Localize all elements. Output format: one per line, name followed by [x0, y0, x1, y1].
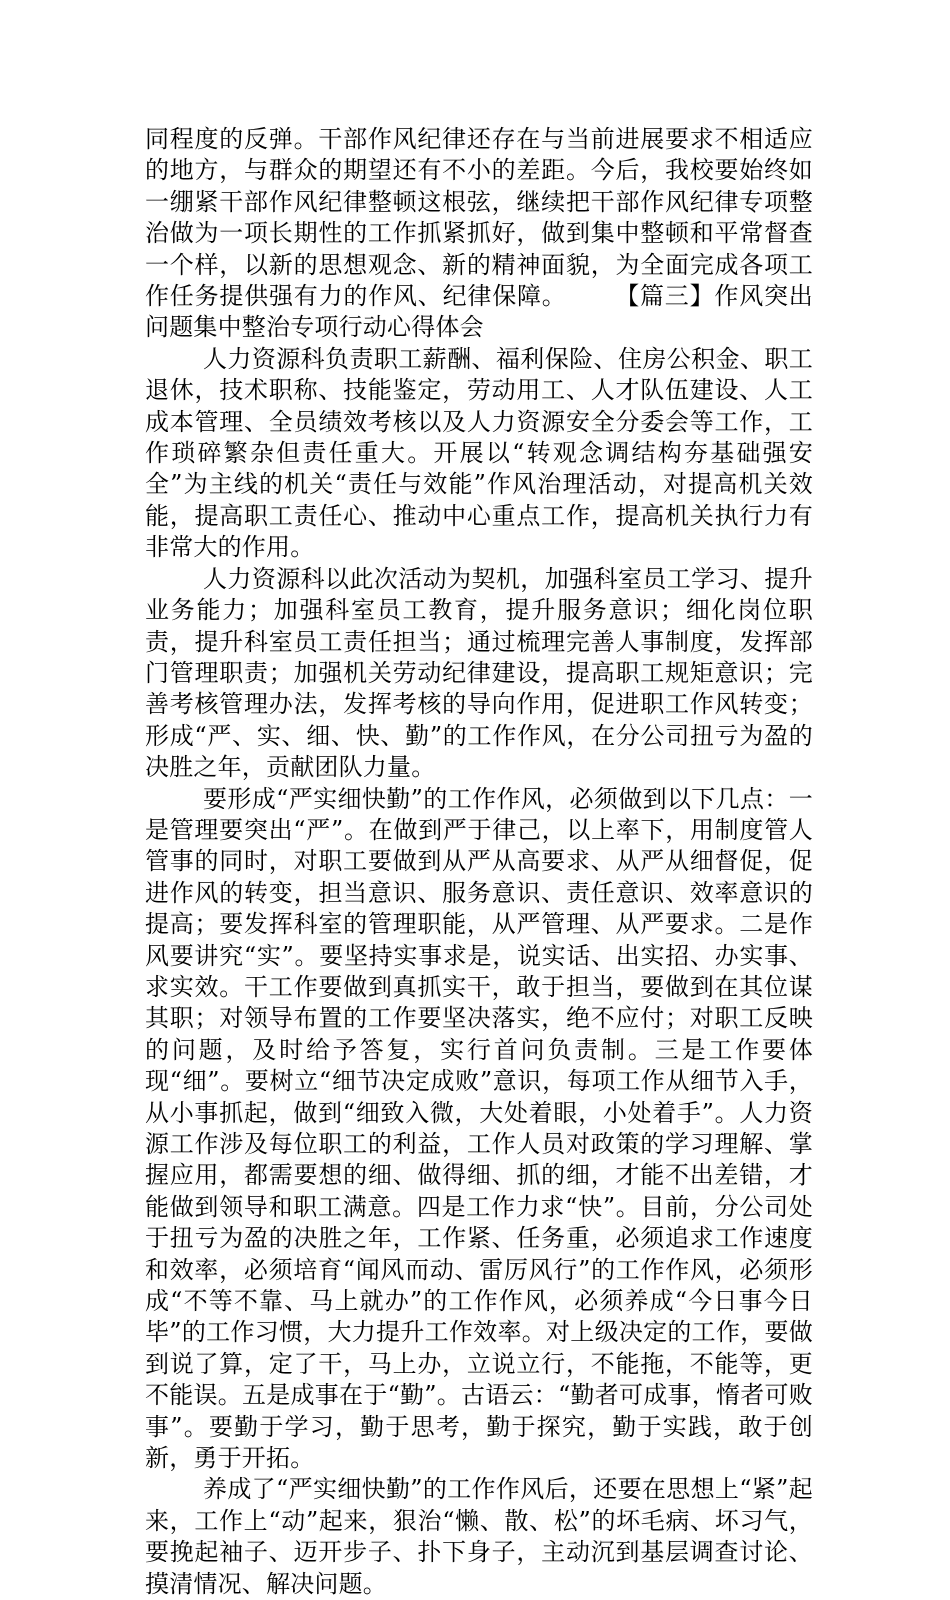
- section-heading: 【篇三】作风突出问题集中整治专项行动心得体会: [145, 282, 813, 342]
- paragraph-2: 人力资源科负责职工薪酬、福利保险、住房公积金、职工退休，技术职称、技能鉴定，劳动用工、人才队伍建设、人工成本管理、全员绩效考核以及人力资源安全分委会等工作，工作琐碎繁杂但责任重大。开展以“转观念调结构夯基础强安全”为主线的机关“责任与效能”作风治理活动，对提高机关效能，提高职工责任心、推动中心重点工作，提高机关执行力有非常大的作用。: [145, 344, 813, 562]
- paragraph-4: 要形成“严实细快勤”的工作作风，必须做到以下几点：一是管理要突出“严”。在做到严于律己，以上率下，用制度管人管事的同时，对职工要做到从严从高要求、从严从细督促，促进作风的转变，担当意识、服务意识、责任意识、效率意识的提高；要发挥科室的管理职能，从严管理、从严要求。二是作风要讲究“实”。要坚持实事求是，说实话、出实招、办实事、求实效。干工作要做到真抓实干，敢于担当，要做到在其位谋其职；对领导布置的工作要坚决落实，绝不应付；对职工反映的问题，及时给予答复，实行首问负责制。三是工作要体现“细”。要树立“细节决定成败”意识，每项工作从细节入手，从小事抓起，做到“细致入微，大处着眼，小处着手”。人力资源工作涉及每位职工的利益，工作人员对政策的学习理解、掌握应用，都需要想的细、做得细、抓的细，才能不出差错，才能做到领导和职工满意。四是工作力求“快”。目前，分公司处于扭亏为盈的决胜之年，工作紧、任务重，必须追求工作速度和效率，必须培育“闻风而动、雷厉风行”的工作作风，必须形成“不等不靠、马上就办”的工作作风，必须养成“今日事今日毕”的工作习惯，大力提升工作效率。对上级决定的工作，要做到说了算，定了干，马上办，立说立行，不能拖，不能等，更不能误。五是成事在于“勤”。古语云：“勤者可成事，惰者可败事”。要勤于学习，勤于思考，勤于探究，勤于实践，敢于创新，勇于开拓。: [145, 784, 813, 1473]
- paragraph-3: 人力资源科以此次活动为契机，加强科室员工学习、提升业务能力；加强科室员工教育，提升服务意识；细化岗位职责，提升科室员工责任担当；通过梳理完善人事制度，发挥部门管理职责；加强机关劳动纪律建设，提高职工规矩意识；完善考核管理办法，发挥考核的导向作用，促进职工作风转变；形成“严、实、细、快、勤”的工作作风，在分公司扭亏为盈的决胜之年，贡献团队力量。: [145, 564, 813, 782]
- paragraph-1: [145, 124, 813, 344]
- paragraph-1-text: 同程度的反弹。干部作风纪律还存在与当前进展要求不相适应的地方，与群众的期望还有不小的差距。今后，我校要始终如一绷紧干部作风纪律整顿这根弦，继续把干部作风纪律专项整治做为一项长期性的工作抓紧抓好，做到集中整顿和平常督查一个样，以新的思想观念、新的精神面貌，为全面完成各项工作任务提供强有力的作风、纪律保障。: [145, 125, 813, 311]
- document-page: [145, 124, 813, 1600]
- paragraph-5: 养成了“严实细快勤”的工作作风后，还要在思想上“紧”起来，工作上“动”起来，狠治“懒、散、松”的坏毛病、坏习气，要挽起袖子、迈开步子、扑下身子，主动沉到基层调查讨论、摸清情况、解决问题。: [145, 1475, 813, 1598]
